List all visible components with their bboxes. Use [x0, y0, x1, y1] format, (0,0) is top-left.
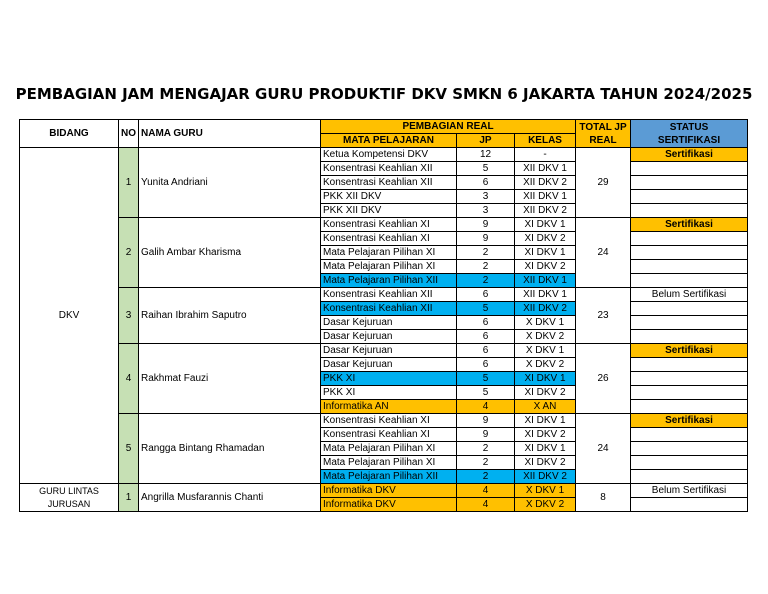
subject-cell: Ketua Kompetensi DKV: [321, 148, 457, 162]
subject-cell: Konsentrasi Keahlian XI: [321, 218, 457, 232]
jp-cell: 2: [457, 442, 515, 456]
status-empty-cell: [631, 358, 748, 372]
status-empty-cell: [631, 260, 748, 274]
subject-cell: Dasar Kejuruan: [321, 330, 457, 344]
header-bidang: BIDANG: [20, 120, 119, 148]
header-pembagian-real: PEMBAGIAN REAL: [321, 120, 576, 134]
kelas-cell: XII DKV 1: [515, 274, 576, 288]
kelas-cell: X DKV 1: [515, 316, 576, 330]
status-empty-cell: [631, 442, 748, 456]
table-row: [20, 344, 748, 358]
table-row: [20, 414, 748, 428]
kelas-cell: XI DKV 2: [515, 260, 576, 274]
jp-cell: 4: [457, 484, 515, 498]
subject-cell: PKK XI: [321, 372, 457, 386]
subject-cell: Konsentrasi Keahlian XI: [321, 232, 457, 246]
jp-cell: 5: [457, 386, 515, 400]
jp-cell: 2: [457, 246, 515, 260]
page-title: PEMBAGIAN JAM MENGAJAR GURU PRODUKTIF DKV SMKN 6 JAKARTA TAHUN 2024/2025: [15, 85, 753, 103]
status-empty-cell: [631, 274, 748, 288]
total-jp-cell: 23: [576, 288, 631, 344]
teacher-name: Galih Ambar Kharisma: [139, 218, 321, 288]
total-jp-cell: 29: [576, 148, 631, 218]
kelas-cell: XI DKV 2: [515, 428, 576, 442]
header-total-jp-line2: REAL: [589, 134, 617, 146]
table-row: [20, 484, 748, 498]
kelas-cell: XI DKV 2: [515, 232, 576, 246]
subject-cell: Konsentrasi Keahlian XI: [321, 414, 457, 428]
subject-cell: Mata Pelajaran Pilihan XI: [321, 260, 457, 274]
table-row: [20, 148, 748, 162]
status-badge: Belum Sertifikasi: [631, 288, 748, 302]
kelas-cell: X DKV 2: [515, 330, 576, 344]
total-jp-cell: 24: [576, 414, 631, 484]
subject-cell: PKK XI: [321, 386, 457, 400]
status-empty-cell: [631, 498, 748, 512]
teacher-no: 5: [119, 414, 139, 484]
kelas-cell: XII DKV 2: [515, 204, 576, 218]
status-empty-cell: [631, 456, 748, 470]
kelas-cell: XII DKV 1: [515, 288, 576, 302]
kelas-cell: XI DKV 1: [515, 372, 576, 386]
kelas-cell: XI DKV 1: [515, 246, 576, 260]
jp-cell: 6: [457, 288, 515, 302]
subject-cell: Dasar Kejuruan: [321, 358, 457, 372]
subject-cell: Konsentrasi Keahlian XII: [321, 162, 457, 176]
kelas-cell: X DKV 1: [515, 344, 576, 358]
subject-cell: Konsentrasi Keahlian XII: [321, 288, 457, 302]
status-badge: Sertifikasi: [631, 344, 748, 358]
kelas-cell: X AN: [515, 400, 576, 414]
status-empty-cell: [631, 246, 748, 260]
teacher-name: Rakhmat Fauzi: [139, 344, 321, 414]
teacher-no: 3: [119, 288, 139, 344]
jp-cell: 5: [457, 162, 515, 176]
kelas-cell: X DKV 1: [515, 484, 576, 498]
teacher-name: Yunita Andriani: [139, 148, 321, 218]
total-jp-cell: 26: [576, 344, 631, 414]
header-no: NO: [119, 120, 139, 148]
status-badge: Belum Sertifikasi: [631, 484, 748, 498]
kelas-cell: XI DKV 2: [515, 386, 576, 400]
jp-cell: 3: [457, 204, 515, 218]
status-empty-cell: [631, 162, 748, 176]
jp-cell: 6: [457, 330, 515, 344]
subject-cell: Mata Pelajaran Pilihan XI: [321, 442, 457, 456]
subject-cell: PKK XII DKV: [321, 204, 457, 218]
teacher-no: 2: [119, 218, 139, 288]
jp-cell: 12: [457, 148, 515, 162]
jp-cell: 4: [457, 400, 515, 414]
jp-cell: 5: [457, 302, 515, 316]
status-empty-cell: [631, 372, 748, 386]
teaching-schedule-table: [19, 119, 747, 512]
kelas-cell: XI DKV 1: [515, 442, 576, 456]
subject-cell: PKK XII DKV: [321, 190, 457, 204]
status-empty-cell: [631, 302, 748, 316]
teacher-name: Angrilla Musfarannis Chanti: [139, 484, 321, 512]
kelas-cell: XI DKV 2: [515, 456, 576, 470]
jp-cell: 2: [457, 456, 515, 470]
kelas-cell: X DKV 2: [515, 358, 576, 372]
subject-cell: Mata Pelajaran Pilihan XI: [321, 246, 457, 260]
kelas-cell: XII DKV 1: [515, 162, 576, 176]
header-total-jp-line1: TOTAL JP: [579, 121, 627, 133]
jp-cell: 9: [457, 232, 515, 246]
status-empty-cell: [631, 470, 748, 484]
jp-cell: 2: [457, 274, 515, 288]
status-badge: Sertifikasi: [631, 148, 748, 162]
jp-cell: 6: [457, 176, 515, 190]
teacher-no: 4: [119, 344, 139, 414]
status-empty-cell: [631, 316, 748, 330]
status-empty-cell: [631, 176, 748, 190]
subject-cell: Konsentrasi Keahlian XII: [321, 302, 457, 316]
status-empty-cell: [631, 204, 748, 218]
kelas-cell: XII DKV 1: [515, 190, 576, 204]
header-kelas: KELAS: [515, 134, 576, 148]
kelas-cell: XI DKV 1: [515, 218, 576, 232]
teacher-no: 1: [119, 484, 139, 512]
subject-cell: Dasar Kejuruan: [321, 316, 457, 330]
kelas-cell: XII DKV 2: [515, 302, 576, 316]
bidang-dkv: DKV: [20, 148, 119, 484]
bidang-lintas-line1: GURU LINTAS: [39, 485, 99, 496]
subject-cell: Mata Pelajaran Pilihan XI: [321, 456, 457, 470]
table-row: [20, 218, 748, 232]
status-empty-cell: [631, 400, 748, 414]
header-total-jp: [576, 120, 631, 148]
status-empty-cell: [631, 428, 748, 442]
subject-cell: Informatika AN: [321, 400, 457, 414]
jp-cell: 3: [457, 190, 515, 204]
kelas-cell: -: [515, 148, 576, 162]
bidang-guru-lintas-jurusan: [20, 484, 119, 512]
subject-cell: Mata Pelajaran Pilihan XII: [321, 470, 457, 484]
jp-cell: 5: [457, 372, 515, 386]
header-jp: JP: [457, 134, 515, 148]
subject-cell: Informatika DKV: [321, 498, 457, 512]
header-status-line1: STATUS: [669, 121, 709, 133]
teacher-name: Rangga Bintang Rhamadan: [139, 414, 321, 484]
subject-cell: Konsentrasi Keahlian XI: [321, 428, 457, 442]
total-jp-cell: 24: [576, 218, 631, 288]
subject-cell: Informatika DKV: [321, 484, 457, 498]
jp-cell: 9: [457, 414, 515, 428]
jp-cell: 6: [457, 316, 515, 330]
total-jp-cell: 8: [576, 484, 631, 512]
jp-cell: 4: [457, 498, 515, 512]
jp-cell: 2: [457, 260, 515, 274]
status-empty-cell: [631, 190, 748, 204]
status-empty-cell: [631, 330, 748, 344]
bidang-lintas-line2: JURUSAN: [47, 498, 91, 509]
subject-cell: Konsentrasi Keahlian XII: [321, 176, 457, 190]
jp-cell: 2: [457, 470, 515, 484]
status-badge: Sertifikasi: [631, 414, 748, 428]
header-status: [631, 120, 748, 148]
table-row: [20, 288, 748, 302]
jp-cell: 6: [457, 358, 515, 372]
status-empty-cell: [631, 232, 748, 246]
kelas-cell: XII DKV 2: [515, 470, 576, 484]
subject-cell: Dasar Kejuruan: [321, 344, 457, 358]
header-mata-pelajaran: MATA PELAJARAN: [321, 134, 457, 148]
status-badge: Sertifikasi: [631, 218, 748, 232]
teacher-name: Raihan Ibrahim Saputro: [139, 288, 321, 344]
kelas-cell: XII DKV 2: [515, 176, 576, 190]
teacher-no: 1: [119, 148, 139, 218]
jp-cell: 9: [457, 428, 515, 442]
status-empty-cell: [631, 386, 748, 400]
jp-cell: 9: [457, 218, 515, 232]
kelas-cell: X DKV 2: [515, 498, 576, 512]
jp-cell: 6: [457, 344, 515, 358]
header-status-line2: SERTIFIKASI: [657, 134, 721, 146]
header-nama-guru: NAMA GURU: [139, 120, 321, 148]
subject-cell: Mata Pelajaran Pilihan XII: [321, 274, 457, 288]
kelas-cell: XI DKV 1: [515, 414, 576, 428]
